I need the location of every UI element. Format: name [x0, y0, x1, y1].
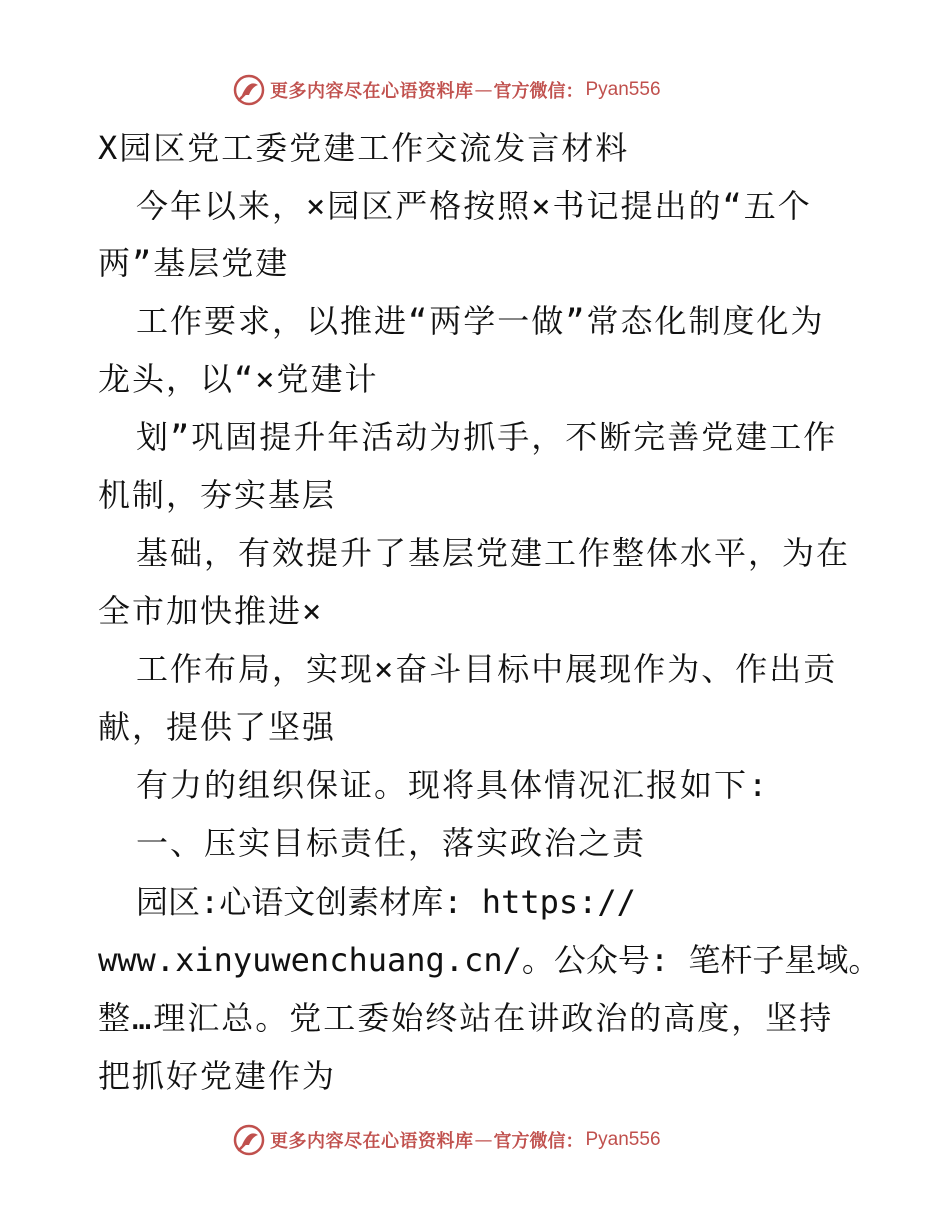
paragraph-line: 园区:心语文创素材库: https:// [136, 883, 636, 921]
paragraph-line: 工作要求，以推进“两学一做”常态化制度化为 [136, 302, 825, 340]
paragraph-line: 全市加快推进× [98, 592, 324, 630]
brand-logo-icon [232, 1123, 266, 1157]
footer-banner-dash: — [474, 1129, 493, 1151]
paragraph-line: 今年以来，×园区严格按照×书记提出的“五个 [136, 187, 812, 225]
header-watermark-banner [232, 72, 732, 108]
paragraph-line: 两”基层党建 [98, 244, 290, 282]
header-banner-wechat-label: 官方微信： [493, 81, 584, 102]
footer-banner-wechat-id: Pyan556 [585, 1129, 661, 1150]
header-banner-dash: — [474, 79, 493, 101]
header-banner-text: 更多内容尽在心语资料库 [270, 81, 474, 102]
brand-logo-icon [232, 73, 266, 107]
paragraph-line: 把抓好党建作为 [98, 1057, 337, 1095]
paragraph-line: 有力的组织保证。现将具体情况汇报如下: [136, 766, 770, 804]
paragraph-line: 工作布局，实现×奋斗目标中展现作为、作出贡 [136, 650, 838, 688]
paragraph-line: 龙头，以“×党建计 [98, 360, 379, 398]
section-heading: 一、压实目标责任，落实政治之责 [136, 824, 647, 862]
paragraph-line: 划”巩固提升年活动为抓手，不断完善党建工作 [136, 418, 838, 456]
header-banner-wechat-id: Pyan556 [585, 79, 661, 100]
paragraph-line: 基础，有效提升了基层党建工作整体水平，为在 [136, 534, 851, 572]
footer-watermark-banner [232, 1122, 732, 1158]
paragraph-line: 机制，夯实基层 [98, 476, 337, 514]
document-title: X园区党工委党建工作交流发言材料 [98, 129, 630, 167]
footer-banner-text: 更多内容尽在心语资料库 [270, 1131, 474, 1152]
paragraph-line: 整…理汇总。党工委始终站在讲政治的高度，坚持 [98, 999, 834, 1037]
footer-banner-wechat-label: 官方微信： [493, 1131, 584, 1152]
paragraph-line: 献，提供了坚强 [98, 708, 337, 746]
paragraph-line: www.xinyuwenchuang.cn/。公众号: 笔杆子星域。 [98, 941, 881, 979]
